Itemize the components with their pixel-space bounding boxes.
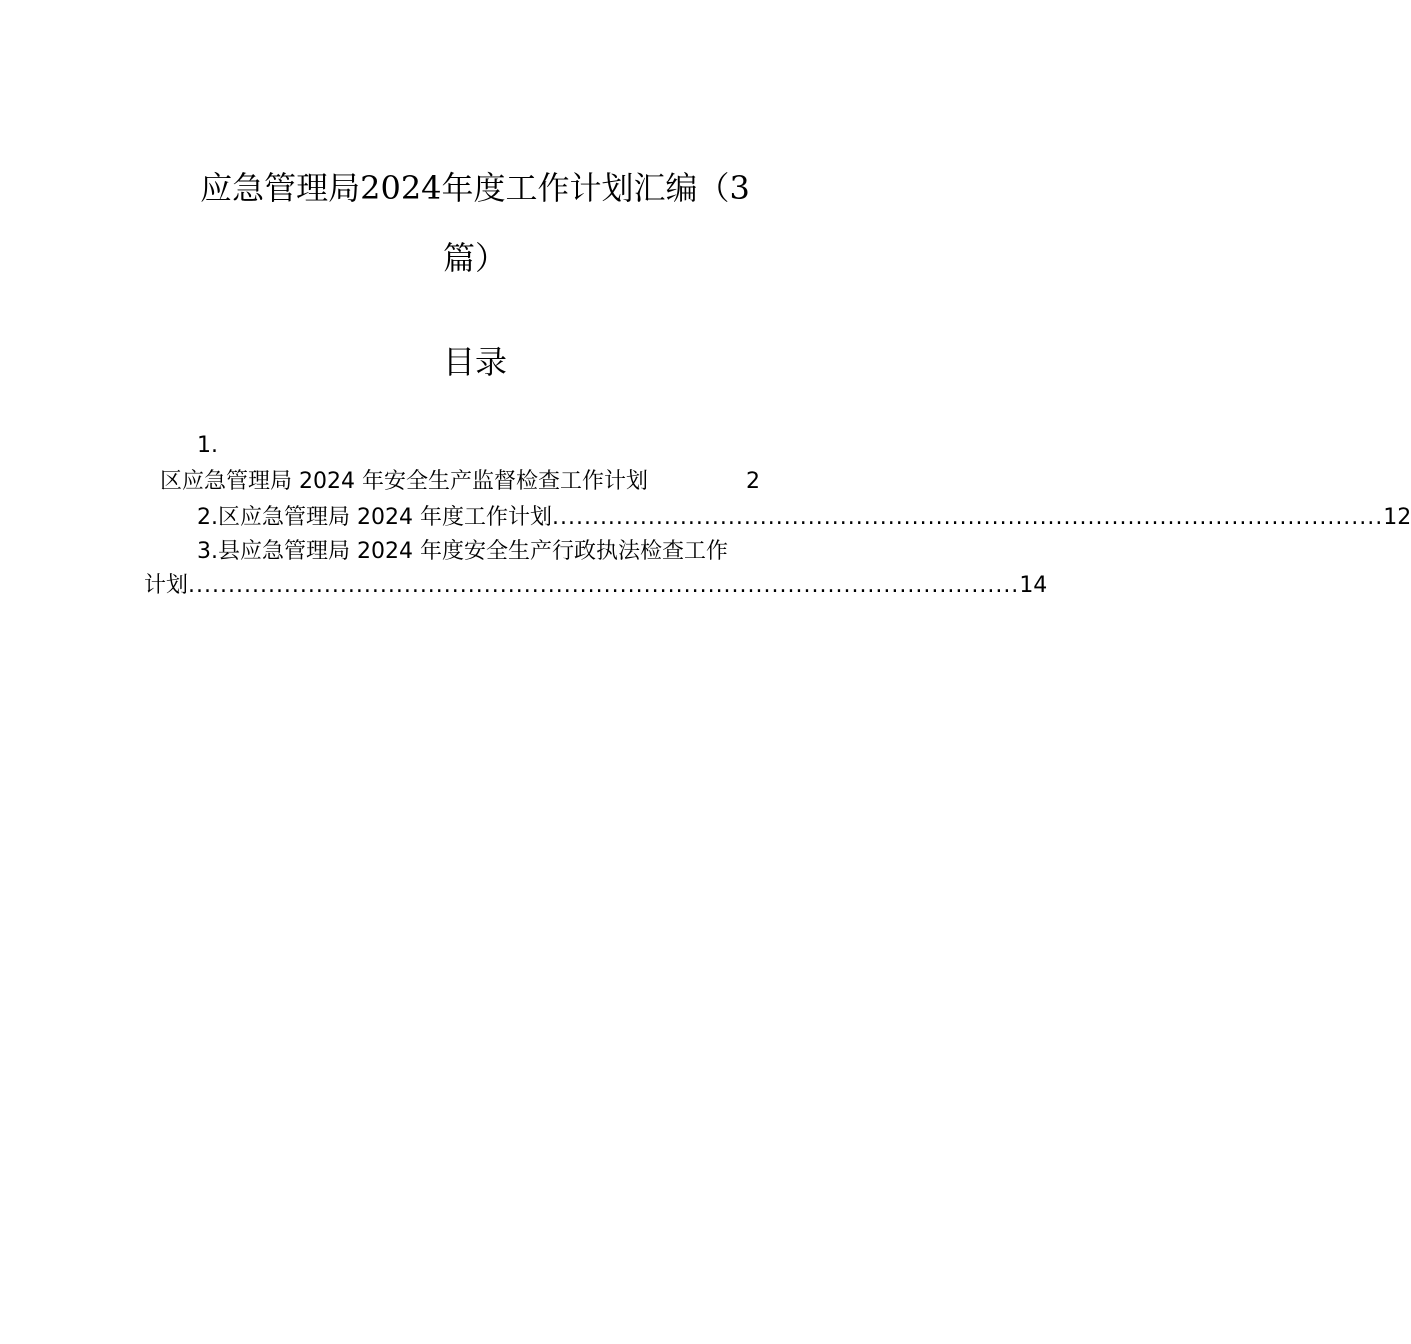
toc-entry-3-leader: ........................................................................................................ bbox=[188, 573, 1020, 598]
toc-entry-3-title-line2: 计划 bbox=[144, 573, 189, 598]
toc-entry-3-number: 3. bbox=[197, 539, 218, 564]
title-part2: 年度工作计划汇编（ bbox=[441, 169, 730, 207]
title-part1: 应急管理局 bbox=[200, 169, 361, 207]
toc-entry-1-number[interactable]: 1. bbox=[197, 433, 218, 458]
toc-entry-3-continuation[interactable] bbox=[144, 570, 1048, 602]
toc-entry-1-title[interactable]: 区应急管理局 2024 年安全生产监督检查工作计划 bbox=[160, 469, 648, 494]
toc-entry-3-title-line1: 县应急管理局 2024 年度安全生产行政执法检查工作 bbox=[218, 539, 728, 564]
document-title bbox=[0, 168, 950, 208]
toc-entry-3[interactable] bbox=[197, 536, 728, 568]
toc-entry-2[interactable] bbox=[197, 502, 1411, 534]
title-count: 3 bbox=[729, 169, 750, 207]
toc-entry-2-title: 区应急管理局 2024 年度工作计划 bbox=[218, 505, 552, 530]
toc-entry-2-page: 12 bbox=[1383, 505, 1411, 530]
toc-entry-3-page: 14 bbox=[1019, 573, 1048, 598]
document-title-line2: 篇） bbox=[442, 239, 507, 277]
toc-entry-1-page[interactable]: 2 bbox=[746, 469, 760, 494]
toc-heading: 目录 bbox=[442, 343, 507, 381]
toc-entry-2-leader: ........................................................................................................ bbox=[551, 505, 1384, 530]
toc-entry-2-number: 2. bbox=[197, 505, 218, 530]
title-year: 2024 bbox=[360, 169, 442, 207]
